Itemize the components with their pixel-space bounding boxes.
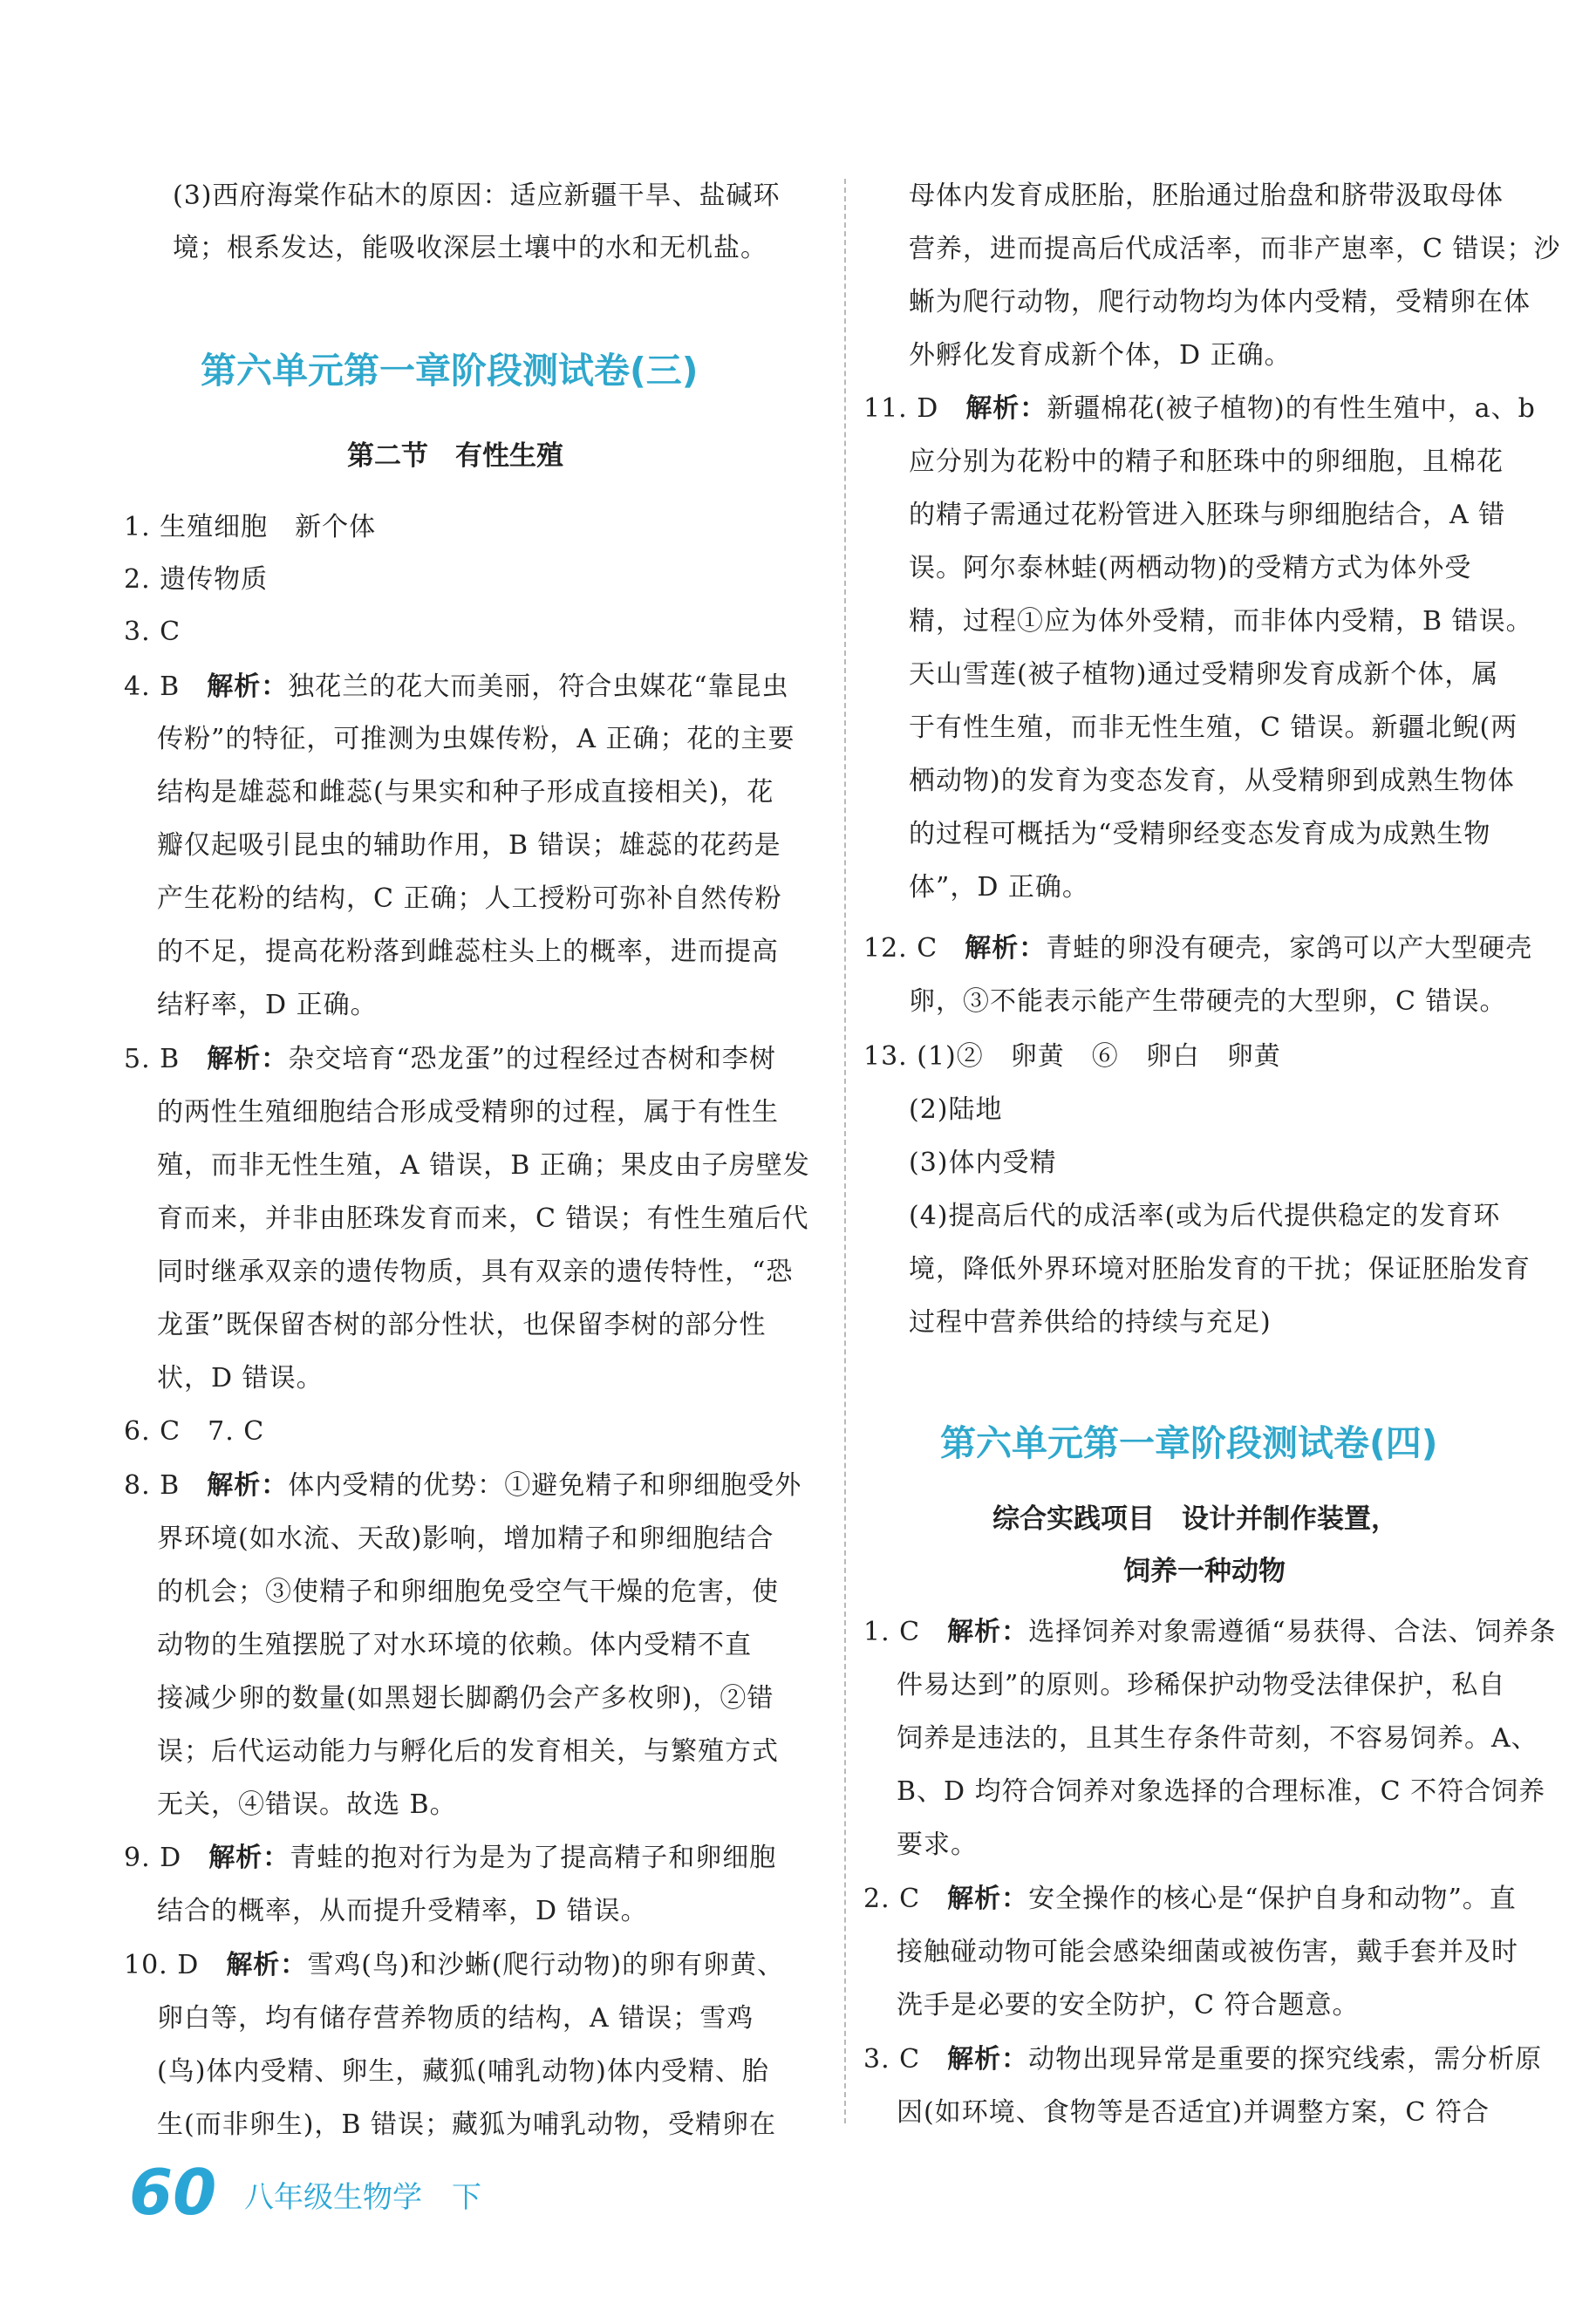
- answer-1: 1. C 解析：选择饲养对象需遵循“易获得、合法、饲养条: [863, 1617, 1557, 1647]
- analysis-label: 解析：: [208, 1843, 290, 1873]
- analysis-label: 解析：: [947, 1617, 1029, 1647]
- text-line: 栖动物)的发育为变态发育，从受精卵到成熟生物体: [909, 766, 1515, 796]
- text-line: 的不足，提高花粉落到雌蕊柱头上的概率，进而提高: [157, 937, 779, 967]
- column-divider: [844, 179, 846, 2123]
- analysis-label: 解析：: [965, 393, 1047, 424]
- answer-9: 9. D 解析：青蛙的抱对行为是为了提高精子和卵细胞: [124, 1843, 777, 1873]
- text-line: 应分别为花粉中的精子和胚珠中的卵细胞，且棉花: [909, 446, 1504, 477]
- text-line: 误。阿尔泰林蛙(两栖动物)的受精方式为体外受: [909, 553, 1472, 583]
- text-line: 精，过程①应为体外受精，而非体内受精，B 错误。: [909, 606, 1533, 637]
- text-line: 的精子需通过花粉管进入胚珠与卵细胞结合，A 错: [909, 500, 1506, 530]
- text-line: 天山雪莲(被子植物)通过受精卵发育成新个体，属: [909, 659, 1499, 690]
- text-line: 生(而非卵生)，B 错误；藏狐为哺乳动物，受精卵在: [157, 2109, 776, 2140]
- answer-11: 11. D 解析：新疆棉花(被子植物)的有性生殖中，a、b: [863, 393, 1536, 424]
- answer-1: 1. 生殖细胞 新个体: [124, 512, 377, 542]
- page-number: 60: [129, 2156, 217, 2229]
- text-line: 结构是雄蕊和雌蕊(与果实和种子形成直接相关)，花: [157, 777, 774, 808]
- answer-3: 3. C: [124, 617, 181, 647]
- answer-4: 4. B 解析：独花兰的花大而美丽，符合虫媒花“靠昆虫: [124, 671, 789, 702]
- text-line: (4)提高后代的成活率(或为后代提供稳定的发育环: [909, 1201, 1501, 1231]
- text-line: 传粉”的特征，可推测为虫媒传粉，A 正确；花的主要: [157, 724, 795, 754]
- text-line: 过程中营养供给的持续与充足): [909, 1307, 1272, 1338]
- section-title: 第六单元第一章阶段测试卷(四): [940, 1422, 1438, 1464]
- text-line: 无关，④错误。故选 B。: [157, 1789, 457, 1820]
- section-subtitle: 饲养一种动物: [1123, 1556, 1286, 1587]
- analysis-label: 解析：: [947, 1884, 1029, 1914]
- answer-5: 5. B 解析：杂交培育“恐龙蛋”的过程经过杏树和李树: [124, 1044, 776, 1074]
- text-line: 误；后代运动能力与孵化后的发育相关，与繁殖方式: [157, 1736, 779, 1767]
- text-line: 于有性生殖，而非无性生殖，C 错误。新疆北鲵(两: [909, 712, 1518, 743]
- answer-2: 2. C 解析：安全操作的核心是“保护自身和动物”。直: [863, 1884, 1517, 1914]
- answer-12: 12. C 解析：青蛙的卵没有硬壳，家鸽可以产大型硬壳: [863, 933, 1533, 964]
- answer-10: 10. D 解析：雪鸡(鸟)和沙蜥(爬行动物)的卵有卵黄、: [124, 1950, 785, 1980]
- text-line: 境，降低外界环境对胚胎发育的干扰；保证胚胎发育: [909, 1254, 1531, 1285]
- text-line: 的两性生殖细胞结合形成受精卵的过程，属于有性生: [157, 1097, 779, 1128]
- text-line: 营养，进而提高后代成活率，而非产崽率，C 错误；沙: [909, 234, 1561, 264]
- text-line: 母体内发育成胚胎，胚胎通过胎盘和脐带汲取母体: [909, 181, 1504, 211]
- text-line: 外孵化发育成新个体，D 正确。: [909, 340, 1292, 371]
- text-line: 状，D 错误。: [157, 1363, 324, 1394]
- text-line: 的机会；③使精子和卵细胞免受空气干燥的危害，使: [157, 1577, 779, 1607]
- text-line: 蜥为爬行动物，爬行动物均为体内受精，受精卵在体: [909, 287, 1531, 317]
- text-line: 育而来，并非由胚珠发育而来，C 错误；有性生殖后代: [157, 1203, 809, 1234]
- analysis-label: 解析：: [226, 1950, 308, 1980]
- text-line: 接减少卵的数量(如黑翅长脚鹬仍会产多枚卵)，②错: [157, 1683, 774, 1714]
- text-line: 饲养是违法的，且其生存条件苛刻，不容易饲养。A、: [897, 1723, 1538, 1754]
- text-line: 洗手是必要的安全防护，C 符合题意。: [897, 1990, 1360, 2021]
- section-subtitle: 综合实践项目 设计并制作装置，: [992, 1503, 1398, 1535]
- text-line: 结籽率，D 正确。: [157, 990, 378, 1020]
- text-line: 龙蛋”既保留杏树的部分性状，也保留李树的部分性: [157, 1310, 767, 1340]
- text-line: 体”，D 正确。: [909, 872, 1089, 903]
- text-line: 要求。: [897, 1830, 978, 1860]
- answer-3: 3. C 解析：动物出现异常是重要的探究线索，需分析原: [863, 2044, 1543, 2075]
- text-line: 件易达到”的原则。珍稀保护动物受法律保护，私自: [897, 1670, 1506, 1700]
- text-line: 卵，③不能表示能产生带硬壳的大型卵，C 错误。: [909, 986, 1507, 1017]
- analysis-label: 解析：: [207, 1470, 289, 1501]
- text-line: 的过程可概括为“受精卵经变态发育成为成熟生物: [909, 819, 1491, 849]
- text-line: 动物的生殖摆脱了对水环境的依赖。体内受精不直: [157, 1630, 752, 1660]
- book-title: 八年级生物学 下: [244, 2180, 481, 2215]
- text-line: (2)陆地: [909, 1094, 1003, 1125]
- analysis-label: 解析：: [965, 933, 1047, 964]
- analysis-label: 解析：: [207, 671, 289, 702]
- analysis-label: 解析：: [207, 1044, 289, 1074]
- text-line: 因(如环境、食物等是否适宜)并调整方案，C 符合: [897, 2097, 1490, 2128]
- answer-6-7: 6. C 7. C: [124, 1416, 265, 1447]
- section-subtitle: 第二节 有性生殖: [347, 440, 563, 472]
- answer-8: 8. B 解析：体内受精的优势：①避免精子和卵细胞受外: [124, 1470, 802, 1501]
- section-title: 第六单元第一章阶段测试卷(三): [201, 350, 699, 392]
- text-line: (3)体内受精: [909, 1148, 1057, 1178]
- text-line: 境；根系发达，能吸收深层土壤中的水和无机盐。: [173, 233, 767, 263]
- text-line: 瓣仅起吸引昆虫的辅助作用，B 错误；雄蕊的花药是: [157, 830, 781, 861]
- text-line: (3)西府海棠作砧木的原因：适应新疆干旱、盐碱环: [173, 181, 781, 211]
- text-line: 界环境(如水流、天敌)影响，增加精子和卵细胞结合: [157, 1523, 774, 1554]
- text-line: B、D 均符合饲养对象选择的合理标准，C 不符合饲养: [897, 1776, 1546, 1807]
- text-line: 接触碰动物可能会感染细菌或被伤害，戴手套并及时: [897, 1937, 1518, 1967]
- text-line: 产生花粉的结构，C 正确；人工授粉可弥补自然传粉: [157, 883, 782, 914]
- text-line: 结合的概率，从而提升受精率，D 错误。: [157, 1896, 648, 1926]
- text-line: 同时继承双亲的遗传物质，具有双亲的遗传特性，“恐: [157, 1257, 794, 1287]
- text-line: 殖，而非无性生殖，A 错误，B 正确；果皮由子房壁发: [157, 1150, 810, 1181]
- answer-13: 13. (1)② 卵黄 ⑥ 卵白 卵黄: [863, 1041, 1281, 1072]
- answer-2: 2. 遗传物质: [124, 564, 269, 595]
- text-line: (鸟)体内受精、卵生，藏狐(哺乳动物)体内受精、胎: [157, 2056, 769, 2087]
- analysis-label: 解析：: [947, 2044, 1029, 2075]
- text-line: 卵白等，均有储存营养物质的结构，A 错误；雪鸡: [157, 2003, 754, 2034]
